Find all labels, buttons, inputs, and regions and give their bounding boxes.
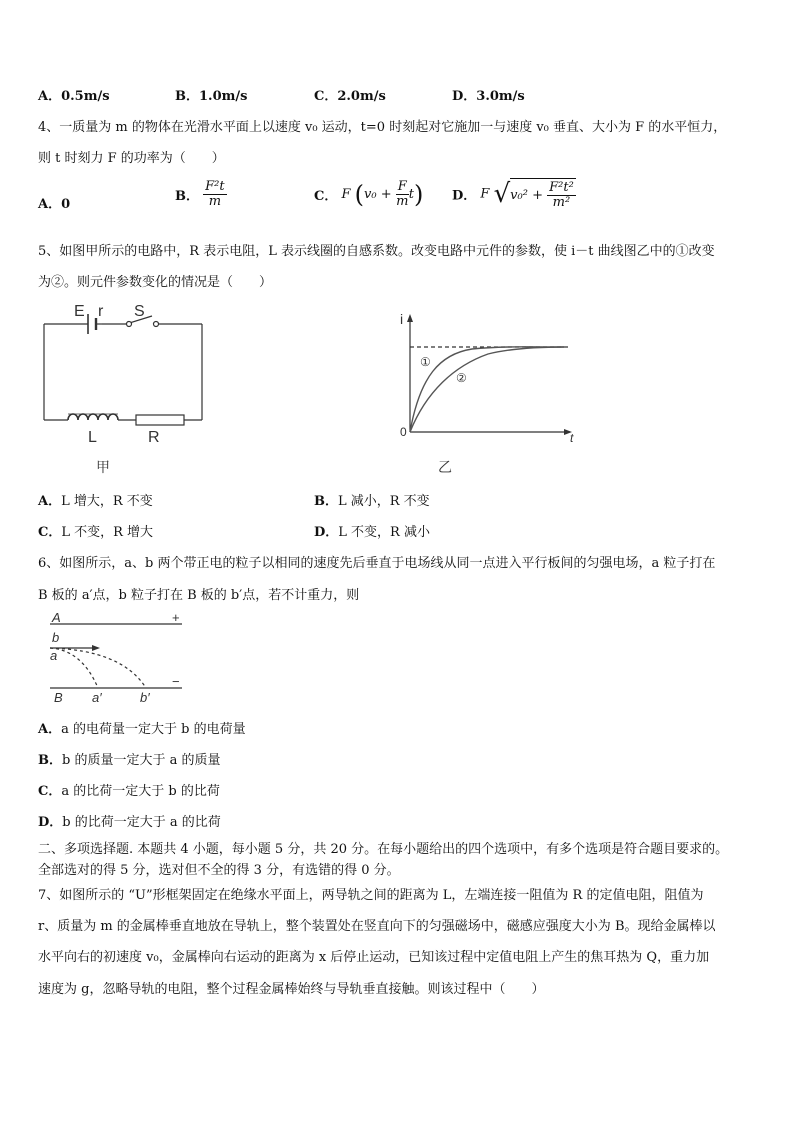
force-symbol: F (341, 187, 351, 202)
option-label: D． (452, 188, 477, 204)
option-label: C． (314, 189, 338, 204)
q7-stem-line1: 7、如图所示的 “U”形框架固定在绝缘水平面上，两导轨之间的距离为 L，左端连接一阻值为 R 的定值电阻，阻值为 (38, 888, 704, 903)
option-label: D． (314, 525, 339, 540)
curve-2-label: ② (456, 371, 467, 385)
option-text: L 减小，R 不变 (338, 494, 430, 509)
option-text: a 的电荷量一定大于 b 的电荷量 (61, 722, 246, 737)
option-text: b 的质量一定大于 a 的质量 (62, 753, 221, 768)
q5-option-d (314, 521, 430, 540)
option-text: 0 (61, 197, 71, 212)
time-term: t (408, 187, 415, 202)
i-axis-label: i (400, 311, 404, 327)
q6-stem-line1: 6、如图所示，a、b 两个带正电的粒子以相同的速度先后垂直于电场线从同一点进入平行板间的匀强电场，a 粒子打在 (38, 556, 716, 571)
option-label: B． (175, 189, 199, 204)
parallel-plate-diagram (42, 610, 192, 706)
q6-option-b (38, 749, 220, 768)
minus-sign: − (172, 674, 180, 689)
option-text: L 不变，R 减小 (338, 525, 430, 540)
option-label: D． (452, 89, 477, 104)
q5-option-b (314, 490, 430, 509)
option-text: L 不变，R 增大 (61, 525, 154, 540)
denominator: m (396, 194, 409, 209)
sqrt-body (510, 178, 576, 210)
switch-label: S (134, 303, 145, 320)
fraction (547, 181, 576, 210)
denominator: m (208, 194, 222, 209)
particle-b-label: b (52, 630, 60, 645)
numerator: F (397, 179, 407, 194)
option-text: 1.0m/s (199, 89, 248, 104)
numerator: F²t² (549, 180, 574, 195)
q7-stem-line2: r、质量为 m 的金属棒垂直地放在导轨上，整个装置处在竖直向下的匀强磁场中，磁感应强度大小为 B。现给金属棒以 (38, 919, 716, 934)
particle-a-label: a (50, 648, 58, 663)
plus-sign: + (172, 610, 180, 625)
battery-label: E (74, 303, 85, 320)
q5-option-a (38, 490, 153, 509)
point-a-prime: a′ (92, 690, 102, 705)
current-time-graph (392, 306, 592, 478)
q4-stem-line1: 4、一质量为 m 的物体在光滑水平面上以速度 v₀ 运动，t=0 时刻起对它施加一与速度 v₀ 垂直、大小为 F 的水平恒力， (38, 120, 727, 135)
inductor-label: L (88, 429, 97, 446)
option-label: B． (175, 89, 199, 104)
force-symbol: F (480, 186, 490, 202)
denominator: m² (552, 195, 571, 210)
sqrt-sign: √ (493, 179, 511, 209)
internal-resistance-label: r (98, 303, 104, 320)
q3-option-b (175, 85, 247, 104)
curve-1-label: ① (420, 355, 431, 369)
figure-caption-jia: 甲 (96, 459, 110, 475)
q5-option-c (38, 521, 153, 540)
option-label: C． (314, 89, 338, 104)
curve-2 (410, 347, 564, 432)
plate-b-label: B (54, 690, 63, 705)
option-label: C． (38, 525, 62, 540)
option-label: C． (38, 784, 62, 799)
option-text: 3.0m/s (476, 89, 525, 104)
origin-label: 0 (400, 425, 407, 439)
q6-option-d (38, 811, 221, 830)
paren-close: ) (414, 180, 424, 209)
q6-option-a (38, 718, 246, 737)
q7-stem-line4: 速度为 g，忽略导轨的电阻，整个过程金属棒始终与导轨垂直接触。则该过程中（ ） (38, 982, 545, 997)
curve-1 (410, 347, 564, 432)
velocity-term: v₀² + (510, 188, 548, 203)
q4-option-c (314, 180, 423, 209)
q4-option-b (175, 180, 227, 209)
q4-option-d (452, 178, 576, 210)
numerator: F²t (205, 179, 225, 194)
option-label: A． (38, 89, 62, 104)
q3-option-a (38, 85, 110, 104)
option-label: D． (38, 815, 63, 830)
q5-stem-line1: 5、如图甲所示的电路中，R 表示电阻，L 表示线圈的自感系数。改变电路中元件的参数，使 i－t 曲线图乙中的①改变 (38, 244, 715, 259)
q3-option-d (452, 85, 525, 104)
q7-stem-line3: 水平向右的初速度 v₀，金属棒向右运动的距离为 x 后停止运动，已知该过程中定值电阻上产生的焦耳热为 Q，重力加 (38, 950, 710, 965)
plate-a-label: A (52, 610, 61, 625)
fraction (396, 180, 409, 209)
velocity-term: v₀ + (364, 187, 396, 202)
option-label: B． (38, 753, 62, 768)
paren-open: ( (354, 180, 365, 209)
option-text: L 增大，R 不变 (61, 494, 153, 509)
q4-stem-line2: 则 t 时刻力 F 的功率为（ ） (38, 151, 225, 166)
q6-option-c (38, 780, 220, 799)
q5-stem-line2: 为②。则元件参数变化的情况是（ ） (38, 275, 273, 290)
option-label: A． (38, 197, 62, 212)
section-2-header-line2: 全部选对的得 5 分，选对但不全的得 3 分，有选错的得 0 分。 (38, 863, 400, 878)
option-label: A． (38, 722, 62, 737)
point-b-prime: b′ (140, 690, 150, 705)
option-label: A． (38, 494, 62, 509)
figure-caption-yi: 乙 (438, 459, 452, 475)
resistor-label: R (148, 429, 160, 446)
q3-option-c (314, 85, 386, 104)
circuit-diagram (36, 296, 216, 476)
option-text: a 的比荷一定大于 b 的比荷 (61, 784, 220, 799)
option-text: b 的比荷一定大于 a 的比荷 (62, 815, 221, 830)
section-2-header-line1: 二、多项选择题. 本题共 4 小题，每小题 5 分，共 20 分。在每小题给出的四个选项中，有多个选项是符合题目要求的。 (38, 842, 729, 857)
q4-option-a (38, 193, 70, 212)
option-label: B． (314, 494, 338, 509)
trajectory-b (50, 648, 146, 688)
fraction (203, 180, 226, 209)
option-text: 0.5m/s (61, 89, 110, 104)
t-axis-label: t (570, 431, 574, 445)
option-text: 2.0m/s (337, 89, 386, 104)
q6-stem-line2: B 板的 a′点，b 粒子打在 B 板的 b′点，若不计重力，则 (38, 588, 360, 603)
